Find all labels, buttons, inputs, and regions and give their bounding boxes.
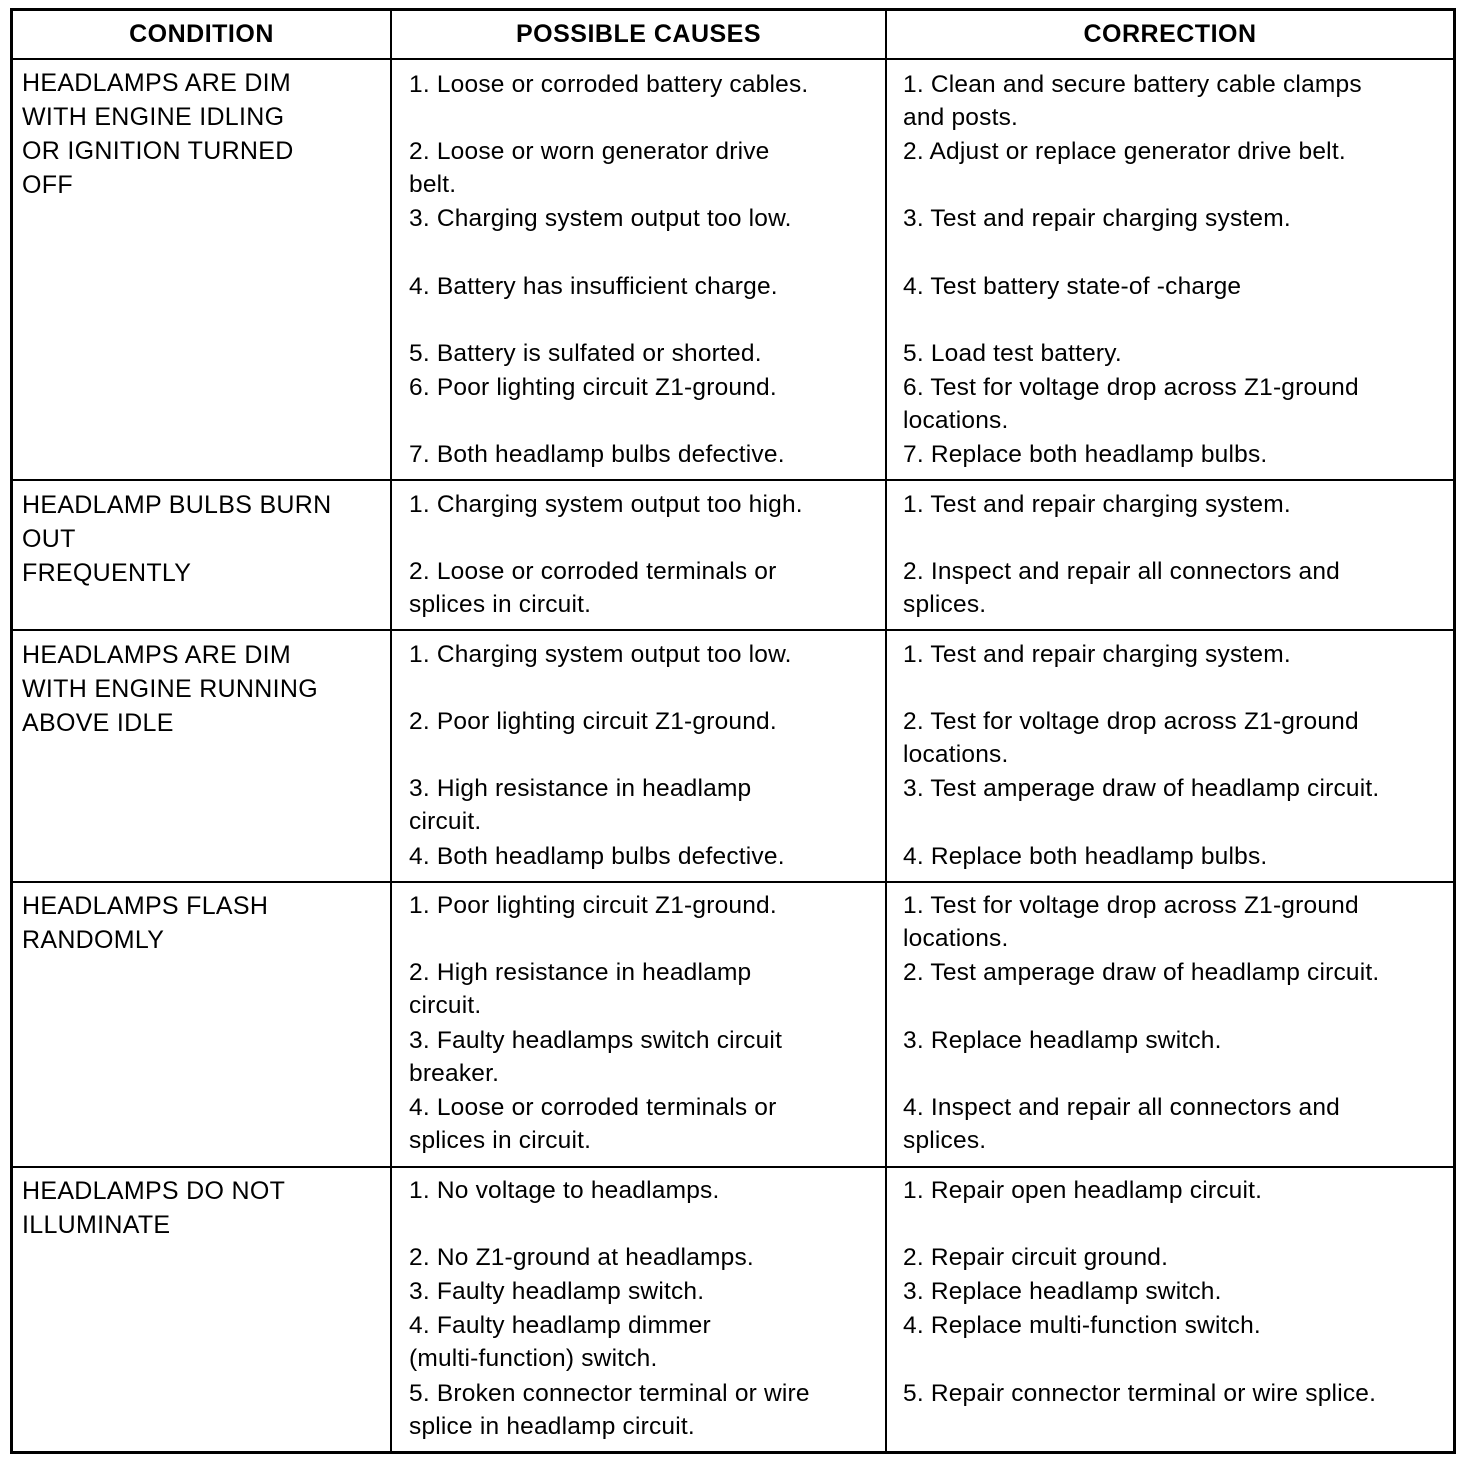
condition-line: HEADLAMPS FLASH	[22, 892, 269, 920]
correction-line: 2. Inspect and repair all connectors and	[903, 558, 1341, 585]
row-divider	[13, 881, 1453, 883]
condition-cell	[22, 66, 382, 202]
correction-line: locations.	[903, 407, 1009, 434]
correction-line: 2. Test for voltage drop across Z1-ground	[903, 708, 1359, 735]
cause-line: splice in headlamp circuit.	[409, 1413, 695, 1440]
row-divider	[13, 479, 1453, 481]
correction-line: 4. Inspect and repair all connectors and	[903, 1094, 1341, 1121]
correction-line: splices.	[903, 591, 987, 618]
correction-line: 1. Clean and secure battery cable clamps	[903, 71, 1362, 98]
correction-line: locations.	[903, 741, 1009, 768]
header-correction: CORRECTION	[1083, 20, 1257, 48]
cause-line: 1. Charging system output too high.	[409, 491, 803, 518]
row-divider	[13, 58, 1453, 60]
header-condition: CONDITION	[129, 20, 274, 48]
cause-line: 1. No voltage to headlamps.	[409, 1177, 720, 1204]
cause-line: 1. Charging system output too low.	[409, 641, 792, 668]
cause-line: breaker.	[409, 1060, 500, 1087]
cause-line: 5. Battery is sulfated or shorted.	[409, 340, 762, 367]
cause-line: circuit.	[409, 992, 482, 1019]
condition-line: FREQUENTLY	[22, 559, 192, 587]
condition-line: RANDOMLY	[22, 926, 165, 954]
column-divider	[390, 11, 392, 1451]
cause-line: belt.	[409, 171, 457, 198]
cause-line: 2. Poor lighting circuit Z1-ground.	[409, 708, 777, 735]
condition-line: ILLUMINATE	[22, 1211, 171, 1239]
correction-line: 1. Test for voltage drop across Z1-ground	[903, 892, 1359, 919]
condition-line: HEADLAMPS ARE DIM	[22, 641, 292, 669]
correction-line: 3. Replace headlamp switch.	[903, 1027, 1222, 1054]
cause-line: 1. Loose or corroded battery cables.	[409, 71, 809, 98]
correction-line: 4. Replace both headlamp bulbs.	[903, 843, 1268, 870]
correction-line: 4. Replace multi-function switch.	[903, 1312, 1261, 1339]
condition-line: OUT	[22, 525, 76, 553]
condition-line: ABOVE IDLE	[22, 709, 174, 737]
cause-line: 1. Poor lighting circuit Z1-ground.	[409, 892, 777, 919]
condition-line: WITH ENGINE RUNNING	[22, 675, 318, 703]
condition-line: OR IGNITION TURNED	[22, 137, 294, 165]
correction-line: 3. Replace headlamp switch.	[903, 1278, 1222, 1305]
cause-line: splices in circuit.	[409, 1127, 592, 1154]
condition-cell	[22, 488, 382, 590]
correction-line: 1. Test and repair charging system.	[903, 641, 1291, 668]
condition-cell	[22, 638, 382, 740]
cause-line: 2. Loose or worn generator drive	[409, 138, 770, 165]
correction-line: and posts.	[903, 104, 1019, 131]
cause-line: 4. Both headlamp bulbs defective.	[409, 843, 785, 870]
cause-line: 3. High resistance in headlamp	[409, 775, 752, 802]
column-divider	[885, 11, 887, 1451]
cause-line: 6. Poor lighting circuit Z1-ground.	[409, 374, 777, 401]
correction-line: 2. Test amperage draw of headlamp circuit.	[903, 959, 1380, 986]
troubleshooting-table	[10, 8, 1456, 1454]
cause-line: 7. Both headlamp bulbs defective.	[409, 441, 785, 468]
correction-line: 2. Repair circuit ground.	[903, 1244, 1169, 1271]
cause-line: 3. Charging system output too low.	[409, 205, 792, 232]
correction-line: 6. Test for voltage drop across Z1-ground	[903, 374, 1359, 401]
correction-line: 2. Adjust or replace generator drive belt.	[903, 138, 1346, 165]
cause-line: 2. No Z1-ground at headlamps.	[409, 1244, 754, 1271]
correction-line: 4. Test battery state-of -charge	[903, 273, 1242, 300]
condition-line: HEADLAMPS DO NOT	[22, 1177, 286, 1205]
cause-line: circuit.	[409, 808, 482, 835]
cause-line: 4. Faulty headlamp dimmer	[409, 1312, 711, 1339]
cause-line: 3. Faulty headlamps switch circuit	[409, 1027, 783, 1054]
condition-line: WITH ENGINE IDLING	[22, 103, 285, 131]
correction-line: 7. Replace both headlamp bulbs.	[903, 441, 1268, 468]
correction-line: locations.	[903, 925, 1009, 952]
correction-line: 5. Load test battery.	[903, 340, 1122, 367]
row-divider	[13, 629, 1453, 631]
cause-line: 2. Loose or corroded terminals or	[409, 558, 777, 585]
condition-line: OFF	[22, 171, 73, 199]
header-possible-causes: POSSIBLE CAUSES	[515, 20, 762, 48]
correction-line: 3. Test amperage draw of headlamp circuit.	[903, 775, 1380, 802]
cause-line: splices in circuit.	[409, 591, 592, 618]
correction-line: 1. Test and repair charging system.	[903, 491, 1291, 518]
cause-line: 5. Broken connector terminal or wire	[409, 1380, 810, 1407]
cause-line: 2. High resistance in headlamp	[409, 959, 752, 986]
condition-cell	[22, 1174, 382, 1242]
condition-cell	[22, 889, 382, 957]
cause-line: 4. Battery has insufficient charge.	[409, 273, 778, 300]
cause-line: 3. Faulty headlamp switch.	[409, 1278, 705, 1305]
row-divider	[13, 1166, 1453, 1168]
correction-line: 1. Repair open headlamp circuit.	[903, 1177, 1263, 1204]
condition-line: HEADLAMPS ARE DIM	[22, 69, 292, 97]
cause-line: 4. Loose or corroded terminals or	[409, 1094, 777, 1121]
correction-line: splices.	[903, 1127, 987, 1154]
condition-line: HEADLAMP BULBS BURN	[22, 491, 332, 519]
correction-line: 5. Repair connector terminal or wire splice.	[903, 1380, 1377, 1407]
correction-line: 3. Test and repair charging system.	[903, 205, 1291, 232]
cause-line: (multi-function) switch.	[409, 1345, 658, 1372]
